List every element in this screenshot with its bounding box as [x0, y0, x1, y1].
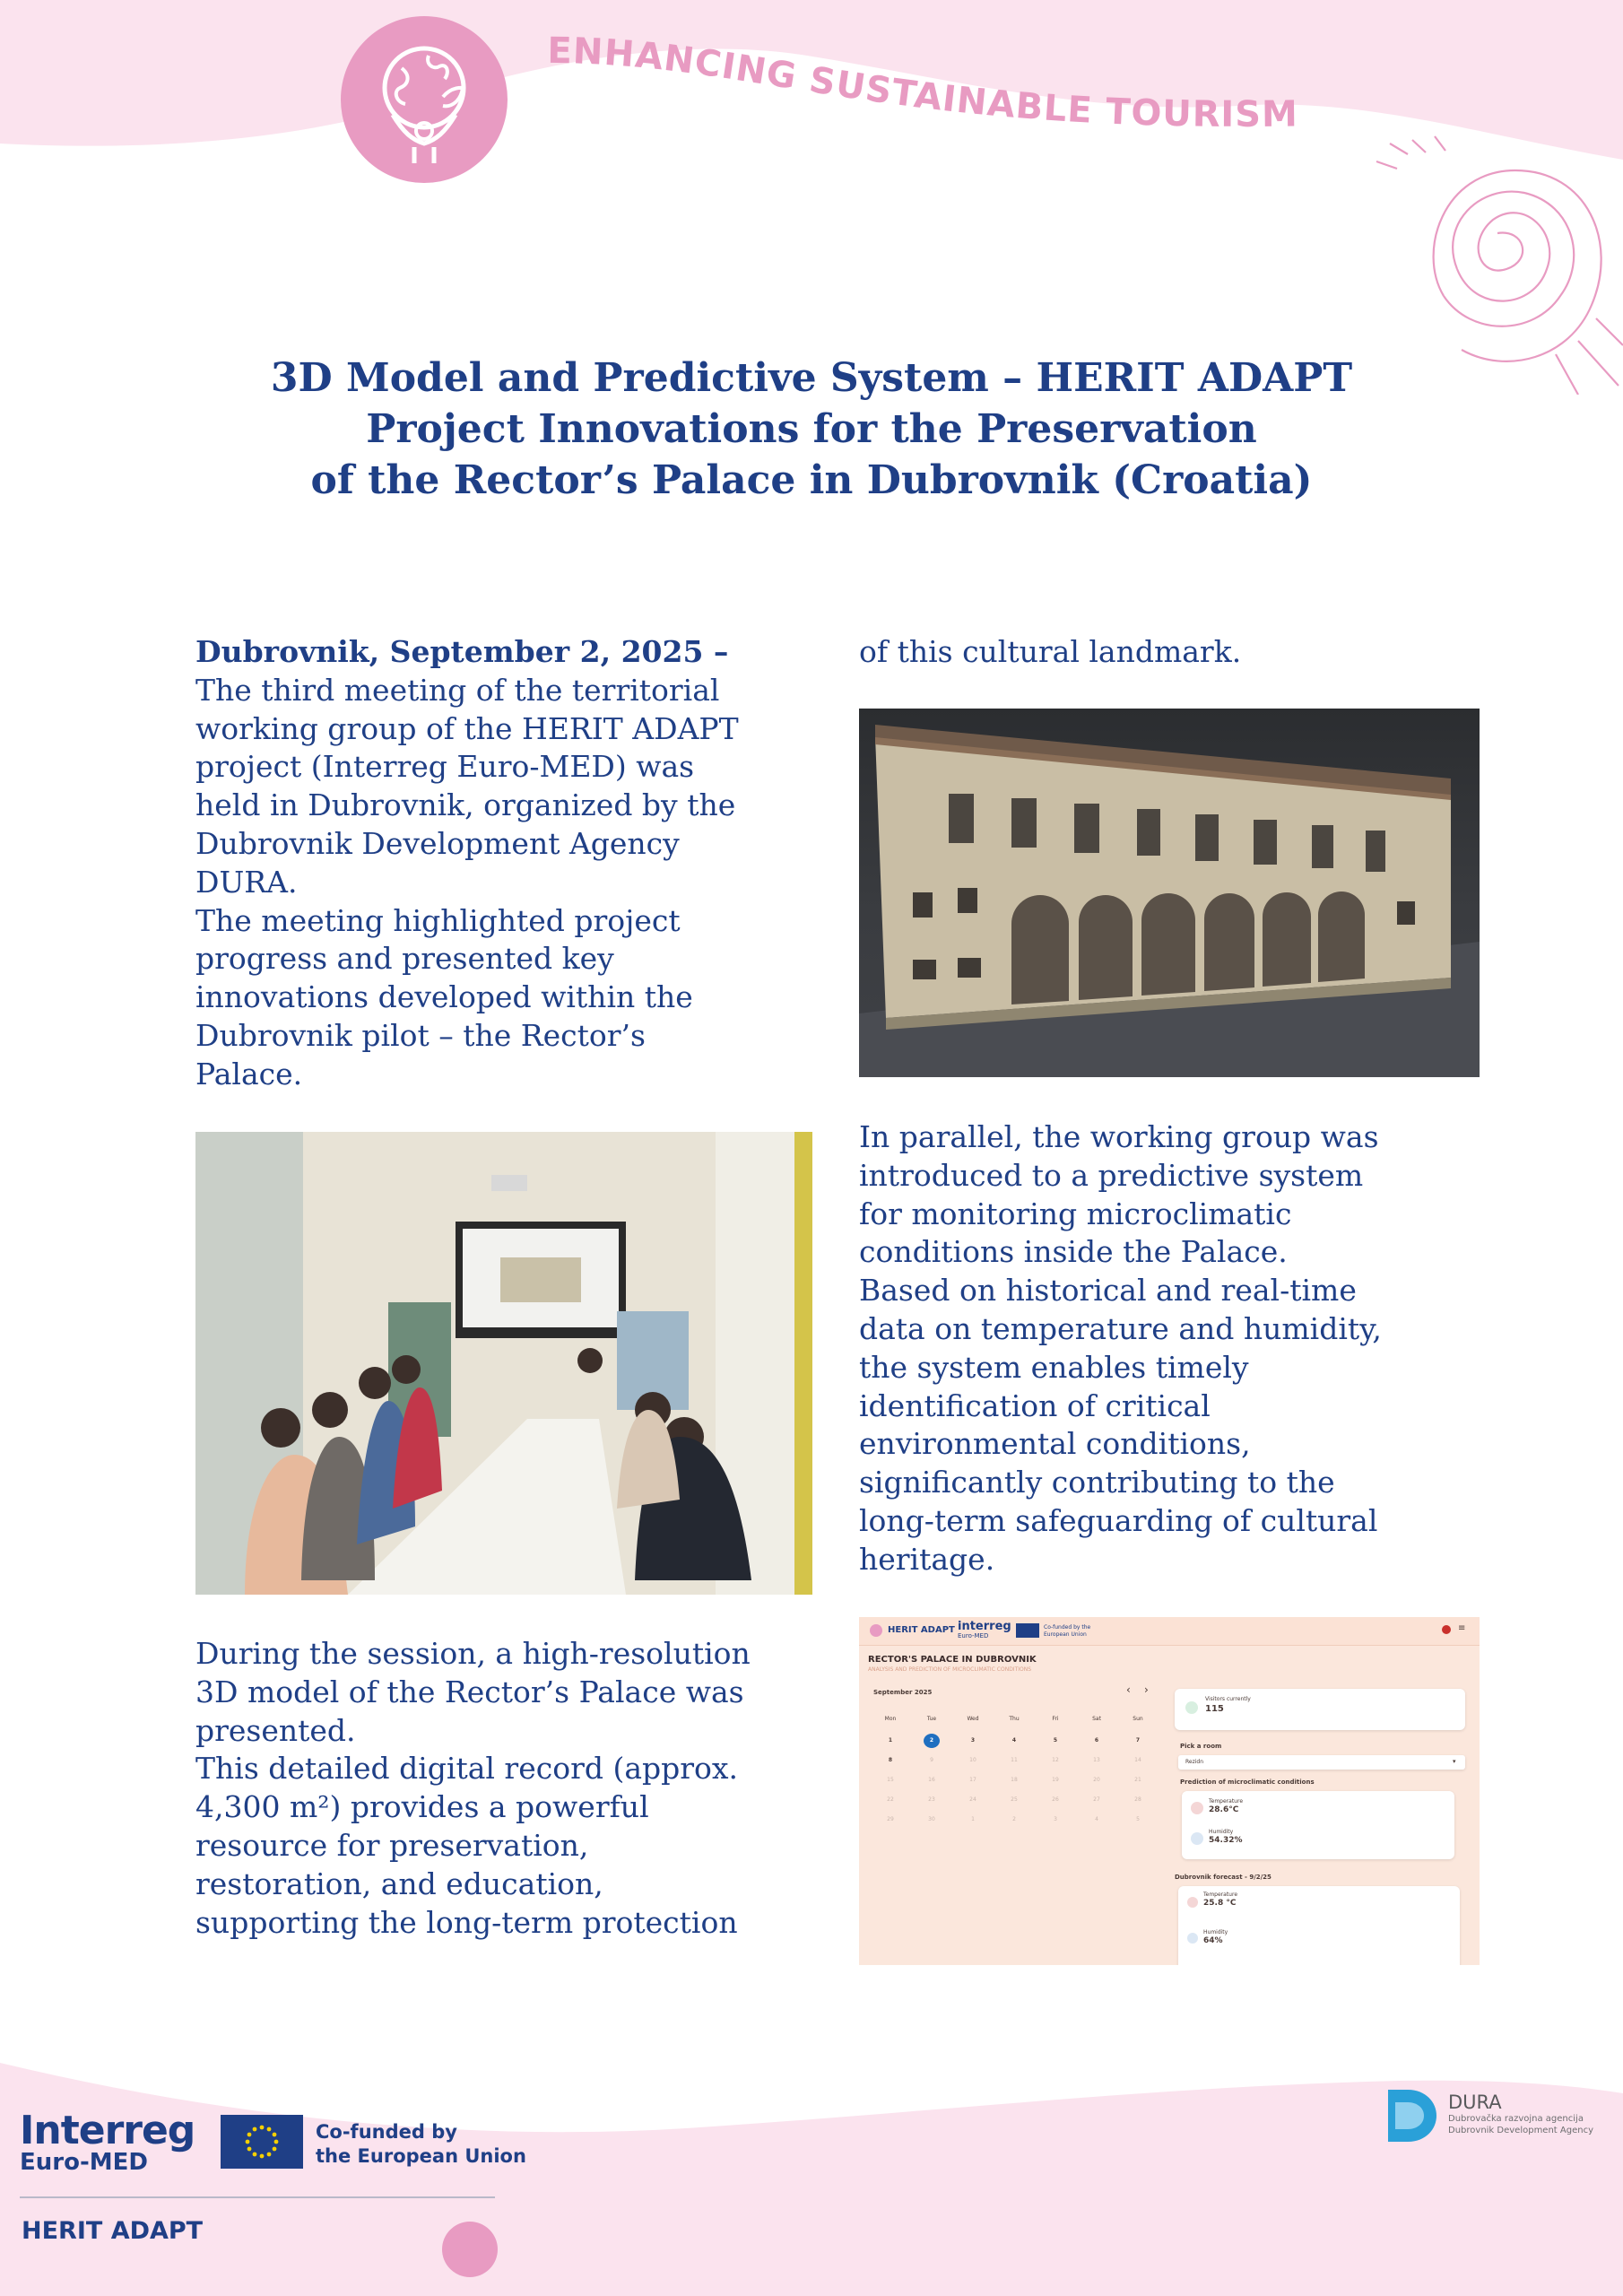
globe-hands-leaf-icon: [357, 32, 491, 167]
session-line: presented.: [195, 1712, 356, 1748]
session-line: 4,300 m²) provides a powerful: [195, 1789, 649, 1825]
room-select-value: Rezidn: [1185, 1759, 1204, 1765]
intro-line: Dubrovnik Development Agency: [195, 825, 680, 861]
calendar-day[interactable]: 7: [1135, 1737, 1141, 1744]
session-line: This detailed digital record (approx.: [195, 1751, 739, 1787]
parallel-line: long-term safeguarding of cultural: [859, 1502, 1378, 1538]
calendar-day[interactable]: 6: [1094, 1737, 1099, 1744]
calendar-day[interactable]: 21: [1134, 1777, 1141, 1783]
calendar-day[interactable]: 4: [1011, 1737, 1017, 1744]
eu-stars: [221, 2115, 303, 2169]
project-name: HERIT ADAPT: [22, 2217, 204, 2245]
parallel-line: heritage.: [859, 1541, 995, 1577]
chevron-down-icon: ▾: [1453, 1758, 1456, 1765]
droplet-icon: [1191, 1832, 1203, 1845]
calendar-day[interactable]: 5: [1136, 1816, 1140, 1822]
intro-line: DURA.: [195, 864, 298, 900]
header-logo: [341, 16, 508, 183]
forecast-hum-value: 64%: [1203, 1936, 1223, 1945]
calendar-day[interactable]: 3: [970, 1737, 976, 1744]
calendar-day[interactable]: 1: [971, 1816, 975, 1822]
dura-name: DURA: [1448, 2092, 1502, 2113]
calendar-day[interactable]: 10: [969, 1757, 976, 1763]
dashboard-cofund: Co-funded by the European Union: [1044, 1624, 1091, 1638]
humidity-value: 54.32%: [1209, 1836, 1243, 1845]
dashboard-logo-icon: [870, 1624, 882, 1637]
footer-divider: [20, 2196, 495, 2198]
calendar-day[interactable]: 9: [930, 1757, 933, 1763]
dashboard-subheading: ANALYSIS AND PREDICTION OF MICROCLIMATIC CONDITIONS: [868, 1666, 1032, 1673]
parallel-line: significantly contributing to the: [859, 1465, 1335, 1500]
calendar-weekday: Sat: [1092, 1716, 1101, 1722]
calendar-day[interactable]: 16: [928, 1777, 935, 1783]
visitors-value: 115: [1205, 1704, 1224, 1714]
dashboard-program-sub: Euro-MED: [958, 1632, 989, 1639]
parallel-line: In parallel, the working group was: [859, 1119, 1379, 1154]
eu-flag-icon: [221, 2115, 303, 2169]
forecast-droplet-icon: [1187, 1933, 1198, 1944]
calendar-day[interactable]: 2: [1012, 1816, 1016, 1822]
intro-line: Dubrovnik pilot – the Rector’s: [195, 1017, 646, 1053]
interreg-logo: [20, 2108, 195, 2176]
palace-illustration: [859, 709, 1480, 1077]
visitors-icon: [1185, 1701, 1198, 1714]
intro-paragraph: [195, 633, 739, 1094]
session-line: 3D model of the Rector’s Palace was: [195, 1674, 744, 1709]
calendar-day[interactable]: 27: [1093, 1796, 1100, 1803]
parallel-line: data on temperature and humidity,: [859, 1310, 1382, 1346]
temperature-value: 28.6°C: [1209, 1805, 1239, 1814]
forecast-card: [1178, 1886, 1460, 1965]
intro-line: held in Dubrovnik, organized by the: [195, 787, 736, 823]
parallel-line: introduced to a predictive system: [859, 1157, 1364, 1193]
session-line: During the session, a high-resolution: [195, 1636, 751, 1671]
header-banner-text: [538, 27, 1345, 161]
footer-wave: [0, 2054, 1623, 2296]
calendar-day[interactable]: 29: [887, 1816, 894, 1822]
visitors-card: [1175, 1689, 1465, 1730]
calendar-weekday: Sun: [1133, 1716, 1143, 1722]
calendar-day[interactable]: 26: [1052, 1796, 1059, 1803]
footer-globe-logo-icon: [442, 2222, 498, 2277]
eu-line-1: Co-funded by: [316, 2121, 457, 2143]
calendar-day[interactable]: 14: [1134, 1757, 1141, 1763]
parallel-line: the system enables timely: [859, 1349, 1249, 1385]
forecast-label: Dubrovnik forecast - 9/2/25: [1175, 1874, 1271, 1881]
calendar-day[interactable]: 8: [888, 1757, 893, 1763]
dashboard-program: interreg: [958, 1620, 1011, 1633]
forecast-hum-label: Humidity: [1203, 1929, 1228, 1935]
calendar-day[interactable]: 2: [924, 1734, 940, 1748]
dashboard-heading: RECTOR'S PALACE IN DUBROVNIK: [868, 1655, 1037, 1665]
calendar-day[interactable]: 30: [928, 1816, 935, 1822]
palace-3d-model-image: [859, 709, 1480, 1077]
calendar-day[interactable]: 11: [1011, 1757, 1018, 1763]
parallel-line: Based on historical and real-time: [859, 1273, 1357, 1309]
room-select[interactable]: [1178, 1755, 1465, 1770]
dura-logo-icon: [1388, 2090, 1436, 2142]
calendar-day[interactable]: 20: [1093, 1777, 1100, 1783]
forecast-thermometer-icon: [1187, 1897, 1198, 1908]
eu-flag-icon: [1016, 1623, 1039, 1638]
calendar-weekday: Mon: [884, 1716, 897, 1722]
session-paragraph: [195, 1635, 751, 1942]
session-line: resource for preservation,: [195, 1827, 589, 1863]
dashboard-brand: HERIT ADAPT: [888, 1625, 955, 1635]
intro-line: The third meeting of the territorial: [195, 672, 720, 708]
calendar-day[interactable]: 28: [1134, 1796, 1141, 1803]
intro-line: working group of the HERIT ADAPT: [195, 710, 739, 746]
calendar-day[interactable]: 1: [888, 1737, 893, 1744]
calendar-day[interactable]: 13: [1093, 1757, 1100, 1763]
calendar-day[interactable]: 15: [887, 1777, 894, 1783]
calendar-day[interactable]: 5: [1053, 1737, 1058, 1744]
eu-line-2: the European Union: [316, 2145, 526, 2167]
calendar-day[interactable]: 24: [969, 1796, 976, 1803]
spiral-decoration: [1372, 135, 1623, 395]
parallel-line: for monitoring microclimatic: [859, 1196, 1292, 1231]
temperature-label: Temperature: [1209, 1798, 1244, 1805]
language-flag-icon[interactable]: [1442, 1625, 1451, 1634]
footer-band: [0, 2054, 1623, 2296]
calendar-day[interactable]: 25: [1011, 1796, 1018, 1803]
calendar-month: September 2025: [873, 1689, 933, 1696]
calendar-day[interactable]: 12: [1052, 1757, 1059, 1763]
menu-icon[interactable]: ≡: [1458, 1623, 1466, 1633]
calendar-day[interactable]: 18: [1011, 1777, 1018, 1783]
page-title: [215, 352, 1408, 506]
calendar-weekday: Thu: [1009, 1716, 1020, 1722]
parallel-line: conditions inside the Palace.: [859, 1234, 1288, 1270]
calendar-day[interactable]: 19: [1052, 1777, 1059, 1783]
title-line-1: 3D Model and Predictive System – HERIT ADAPT: [270, 355, 1353, 401]
dura-logo: [1448, 2092, 1593, 2136]
calendar-day[interactable]: 17: [969, 1777, 976, 1783]
prediction-card: [1182, 1791, 1454, 1859]
title-line-2: Project Innovations for the Preservation: [366, 406, 1257, 452]
intro-line: Palace.: [195, 1056, 303, 1091]
intro-line: progress and presented key: [195, 941, 614, 977]
dura-sub-1: Dubrovačka razvojna agencija: [1448, 2114, 1584, 2124]
svg-text:ENHANCING SUSTAINABLE TOURISM: ENHANCING SUSTAINABLE TOURISM: [547, 30, 1299, 135]
interreg-wordmark: Interreg: [20, 2108, 195, 2153]
calendar-day[interactable]: 23: [928, 1796, 935, 1803]
calendar-weekday: Wed: [967, 1716, 979, 1722]
dura-sub-2: Dubrovnik Development Agency: [1448, 2126, 1593, 2135]
intro-line: The meeting highlighted project: [195, 902, 681, 938]
meeting-room-photo: [195, 1132, 812, 1595]
dateline: Dubrovnik, September 2, 2025 –: [195, 634, 729, 669]
parallel-line: environmental conditions,: [859, 1426, 1251, 1462]
intro-line: project (Interreg Euro-MED) was: [195, 749, 695, 785]
continuation-line: of this cultural landmark.: [859, 634, 1242, 669]
calendar-weekday: Tue: [926, 1716, 937, 1722]
parallel-line: identification of critical: [859, 1387, 1211, 1423]
meeting-illustration: [195, 1132, 812, 1595]
visitors-label: Visitors currently: [1205, 1696, 1251, 1702]
session-line: restoration, and education,: [195, 1866, 603, 1901]
forecast-temp-label: Temperature: [1203, 1892, 1238, 1898]
title-line-3: of the Rector’s Palace in Dubrovnik (Croatia): [310, 457, 1313, 503]
calendar-next-icon[interactable]: ›: [1144, 1683, 1149, 1696]
session-line: supporting the long-term protection: [195, 1904, 738, 1940]
humidity-label: Humidity: [1209, 1829, 1234, 1835]
calendar-day[interactable]: 3: [1054, 1816, 1057, 1822]
intro-line: innovations developed within the: [195, 979, 693, 1015]
calendar-weekday: Fri: [1052, 1716, 1059, 1722]
calendar-prev-icon[interactable]: ‹: [1126, 1683, 1131, 1696]
forecast-temp-value: 25.8 °C: [1203, 1899, 1237, 1908]
calendar-day[interactable]: 22: [887, 1796, 894, 1803]
continuation-paragraph: [859, 633, 1241, 672]
predictive-system-paragraph: [859, 1118, 1382, 1579]
calendar-day[interactable]: 4: [1095, 1816, 1098, 1822]
dashboard-screenshot: [859, 1617, 1480, 1965]
room-label: Pick a room: [1180, 1743, 1222, 1750]
euromed-label: Euro-MED: [20, 2149, 148, 2176]
thermometer-icon: [1191, 1802, 1203, 1814]
prediction-label: Prediction of microclimatic conditions: [1180, 1779, 1315, 1786]
eu-cofund-text: [316, 2120, 526, 2169]
